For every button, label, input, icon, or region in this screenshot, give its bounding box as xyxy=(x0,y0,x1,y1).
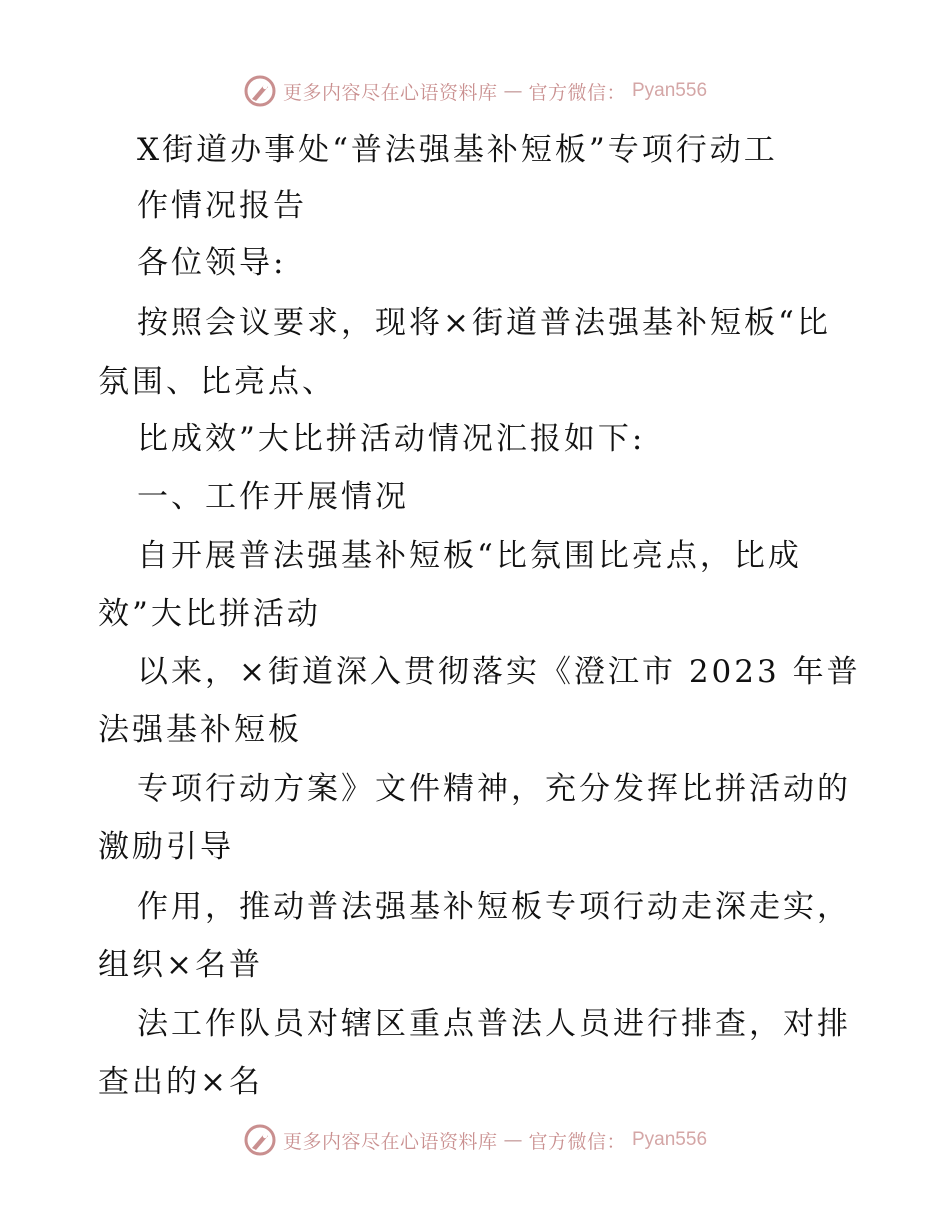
watermark-official-text: 官方微信： xyxy=(528,81,626,104)
paragraph-line: 专项行动方案》文件精神，充分发挥比拼活动的 xyxy=(137,771,851,807)
paragraph-line: 组织×名普 xyxy=(98,947,263,983)
paragraph-line: 比成效”大比拼活动情况汇报如下: xyxy=(137,421,646,457)
paragraph-line: 以来，×街道深入贯彻落实《澄江市 2023 年普 xyxy=(137,654,861,690)
paragraph-line: 法强基补短板 xyxy=(98,712,302,748)
paragraph-line: 法工作队员对辖区重点普法人员进行排查，对排 xyxy=(137,1006,851,1042)
paragraph-line: 氛围、比亮点、 xyxy=(98,364,336,400)
pen-nib-circle-icon xyxy=(243,1123,277,1157)
document-title-line-1: X街道办事处“普法强基补短板”专项行动工 xyxy=(137,132,778,168)
watermark-site-text: 更多内容尽在心语资料库 xyxy=(282,81,498,104)
paragraph-line: 作用，推动普法强基补短板专项行动走深走实， xyxy=(137,889,851,925)
watermark-site-text: 更多内容尽在心语资料库 xyxy=(282,1130,498,1153)
section-heading: 一、工作开展情况 xyxy=(137,479,409,515)
paragraph-line: 查出的×名 xyxy=(98,1064,263,1100)
salutation: 各位领导: xyxy=(137,245,287,281)
document-title-line-2: 作情况报告 xyxy=(137,188,307,224)
watermark-separator: — xyxy=(503,80,523,102)
watermark-wechat-id: Pyan556 xyxy=(632,1129,708,1150)
watermark-official-text: 官方微信： xyxy=(528,1130,626,1153)
watermark-separator: — xyxy=(503,1129,523,1151)
watermark-wechat-id: Pyan556 xyxy=(632,80,708,101)
paragraph-line: 效”大比拼活动 xyxy=(98,596,321,632)
footer-watermark xyxy=(0,1120,950,1160)
paragraph-line: 自开展普法强基补短板“比氛围比亮点，比成 xyxy=(137,538,802,574)
paragraph-line: 按照会议要求，现将×街道普法强基补短板“比 xyxy=(137,305,831,341)
paragraph-line: 激励引导 xyxy=(98,829,234,865)
